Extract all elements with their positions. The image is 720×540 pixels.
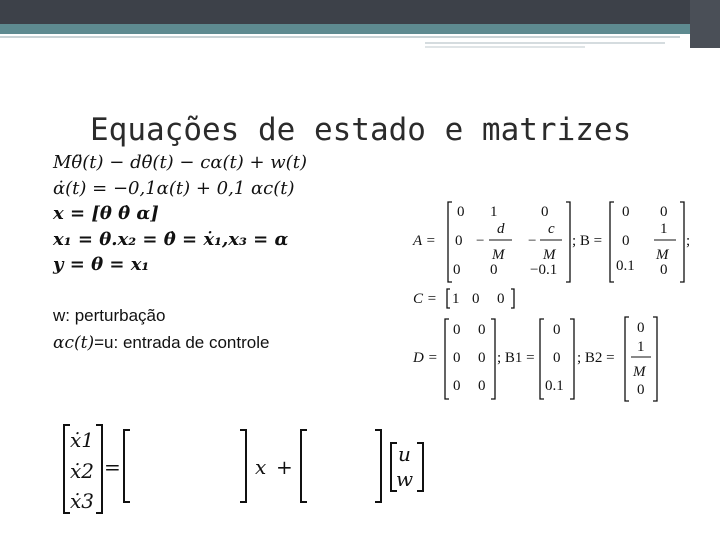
xdot-2: ẋ2 [70,459,95,483]
note-perturbacao: w: perturbação [53,306,166,325]
B-placeholder-bracket-left [301,430,307,502]
B2-bracket-left [625,317,629,401]
A-bracket-left [448,202,452,282]
B-32: 0 [660,262,668,278]
B-31: 0.1 [616,258,635,274]
A-31: 0 [453,262,461,278]
A-22-den: M [492,247,505,263]
slide-title: Equações de estado e matrizes [90,112,632,148]
A-32: 0 [490,262,498,278]
C-bracket-right [511,289,514,308]
A-11: 0 [457,204,465,220]
B2-bracket-right [653,317,657,401]
B1-bracket-right [570,319,574,399]
B1-label: ; B1 = [497,350,535,366]
C-2: 0 [472,291,480,307]
A-23-num: c [548,221,555,237]
input-bracket-right [417,443,423,491]
B2-label: ; B2 = [577,350,615,366]
D-label: D = [413,350,438,366]
B2-1: 0 [637,320,645,336]
A-23-minus: − [528,233,537,249]
B1-2: 0 [553,350,561,366]
B-22-num: 1 [660,221,668,237]
B2-2-den: M [633,364,646,380]
alpha-c-symbol: αc(t) [53,333,95,353]
equation-5: y = θ = x₁ [53,254,150,275]
A-bracket-right [566,202,570,282]
A-12: 1 [490,204,498,220]
C-label: C = [413,291,437,307]
B-label: ; B = [572,233,603,249]
B-bracket-left [610,202,614,282]
A-21: 0 [455,233,463,249]
note-controle-text: =u: entrada de controle [94,333,270,352]
xdot-1: ẋ1 [70,428,95,452]
A-22-num: d [497,221,505,237]
A-23-den: M [543,247,556,263]
equation-4: x₁ = θ.x₂ = θ̇ = ẋ₁,x₃ = α [53,228,289,250]
D-12: 0 [478,322,486,338]
B-11: 0 [622,204,630,220]
D-11: 0 [453,322,461,338]
B-12: 0 [660,204,668,220]
equation-3: x = [θ θ̇ α] [53,203,159,224]
A-33: −0.1 [530,262,558,278]
xdot-3: ẋ3 [70,489,95,513]
A-label: A = [413,233,436,249]
equation-2: α̇(t) = −0,1α(t) + 0,1 αc(t) [53,177,295,199]
B-21: 0 [622,233,630,249]
A-placeholder-bracket-right [240,430,246,502]
xdot-bracket-right [96,425,102,513]
input-u: u [398,442,411,466]
A-13: 0 [541,204,549,220]
D-bracket-left [445,319,449,399]
A-placeholder-bracket-left [124,430,130,502]
equals-sign: = [104,455,121,479]
equation-1: Mθ̈(t) − dθ̇(t) − cα(t) + w(t) [53,152,307,173]
D-21: 0 [453,350,461,366]
B1-3: 0.1 [545,378,564,394]
B-22-den: M [656,247,669,263]
B2-2-num: 1 [637,339,645,355]
B1-bracket-left [540,319,544,399]
D-31: 0 [453,378,461,394]
state-x: x [255,455,267,479]
D-22: 0 [478,350,486,366]
D-32: 0 [478,378,486,394]
plus-sign: + [276,455,293,479]
C-3: 0 [497,291,505,307]
B-bracket-right [680,202,684,282]
B1-1: 0 [553,322,561,338]
A-22-minus: − [476,233,485,249]
D-bracket-right [491,319,495,399]
B-placeholder-bracket-right [375,430,381,502]
B-separator: ; [686,233,691,249]
C-1: 1 [452,291,460,307]
B2-3: 0 [637,382,645,398]
input-w: w [396,467,414,491]
C-bracket-left [447,289,450,308]
